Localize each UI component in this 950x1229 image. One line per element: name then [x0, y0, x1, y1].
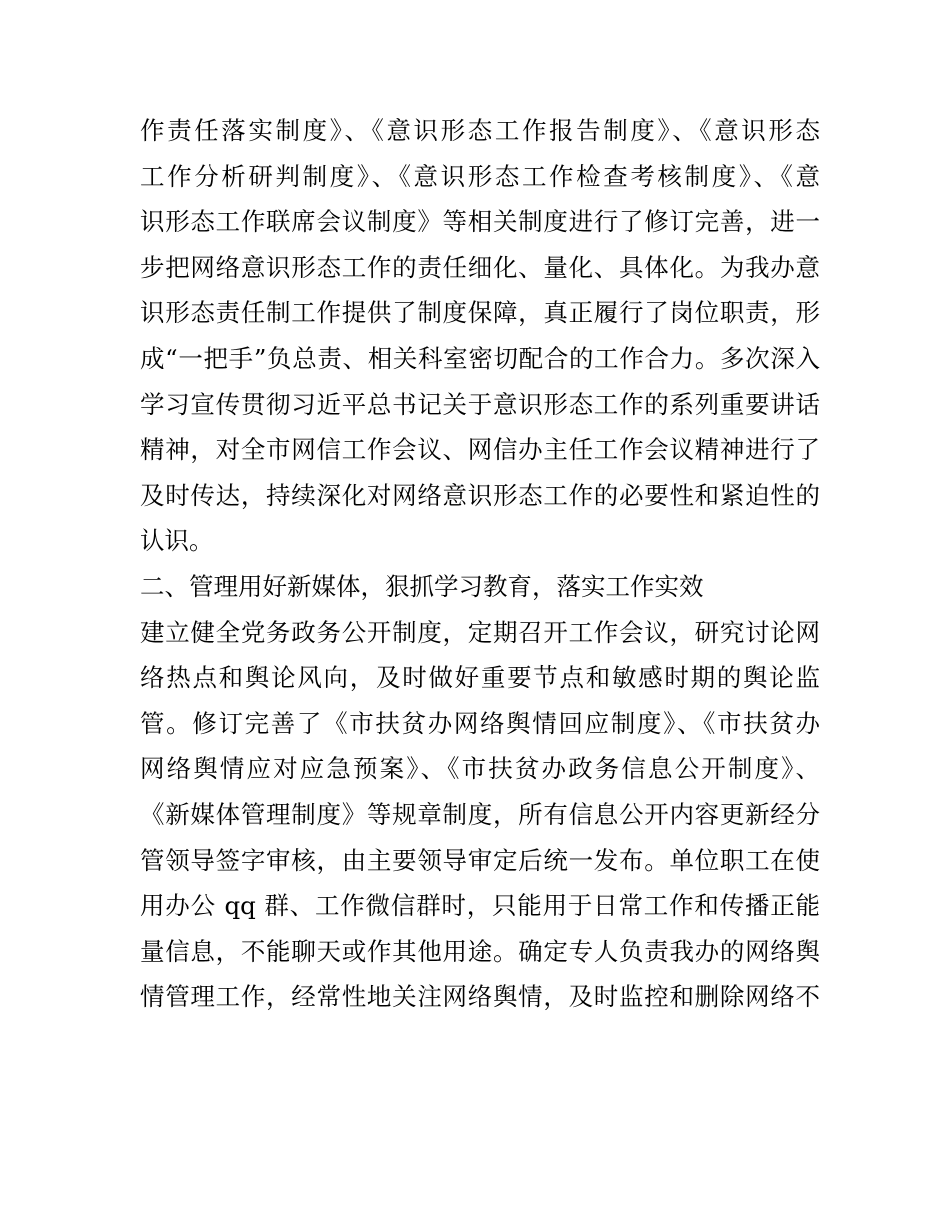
section-heading: 二、管理用好新媒体，狠抓学习教育，落实工作实效: [140, 571, 704, 601]
text-line: 管领导签字审核，由主要领导审定后统一发布。单位职工在使: [140, 845, 820, 875]
text-line: 网络舆情应对应急预案》、《市扶贫办政务信息公开制度》、: [140, 754, 820, 784]
text-line: 识形态工作联席会议制度》等相关制度进行了修订完善，进一: [140, 207, 820, 237]
text-line: 用办公 qq 群、工作微信群时，只能用于日常工作和传播正能: [140, 891, 820, 921]
text-line: 络热点和舆论风向，及时做好重要节点和敏感时期的舆论监: [140, 663, 820, 693]
text-line: 步把网络意识形态工作的责任细化、量化、具体化。为我办意: [140, 252, 820, 282]
text-line: 精神，对全市网信工作会议、网信办主任工作会议精神进行了: [140, 435, 820, 465]
text-line: 量信息，不能聊天或作其他用途。确定专人负责我办的网络舆: [140, 936, 820, 966]
text-line: 管。修订完善了《市扶贫办网络舆情回应制度》、《市扶贫办: [140, 708, 820, 738]
text-line: 工作分析研判制度》、《意识形态工作检查考核制度》、《意: [140, 161, 820, 191]
text-line-last: 认识。: [140, 526, 214, 556]
body-text: [140, 108, 820, 1020]
text-line: 识形态责任制工作提供了制度保障，真正履行了岗位职责，形: [140, 298, 820, 328]
text-line: 《新媒体管理制度》等规章制度，所有信息公开内容更新经分: [140, 799, 820, 829]
text-line: 情管理工作，经常性地关注网络舆情，及时监控和删除网络不: [140, 982, 820, 1012]
text-line: 作责任落实制度》、《意识形态工作报告制度》、《意识形态: [140, 116, 820, 145]
text-line: 建立健全党务政务公开制度，定期召开工作会议，研究讨论网: [140, 617, 820, 647]
text-line: 及时传达，持续深化对网络意识形态工作的必要性和紧迫性的: [140, 480, 820, 510]
text-line: 成“一把手”负总责、相关科室密切配合的工作合力。多次深入: [140, 343, 820, 373]
text-line: 学习宣传贯彻习近平总书记关于意识形态工作的系列重要讲话: [140, 389, 820, 419]
